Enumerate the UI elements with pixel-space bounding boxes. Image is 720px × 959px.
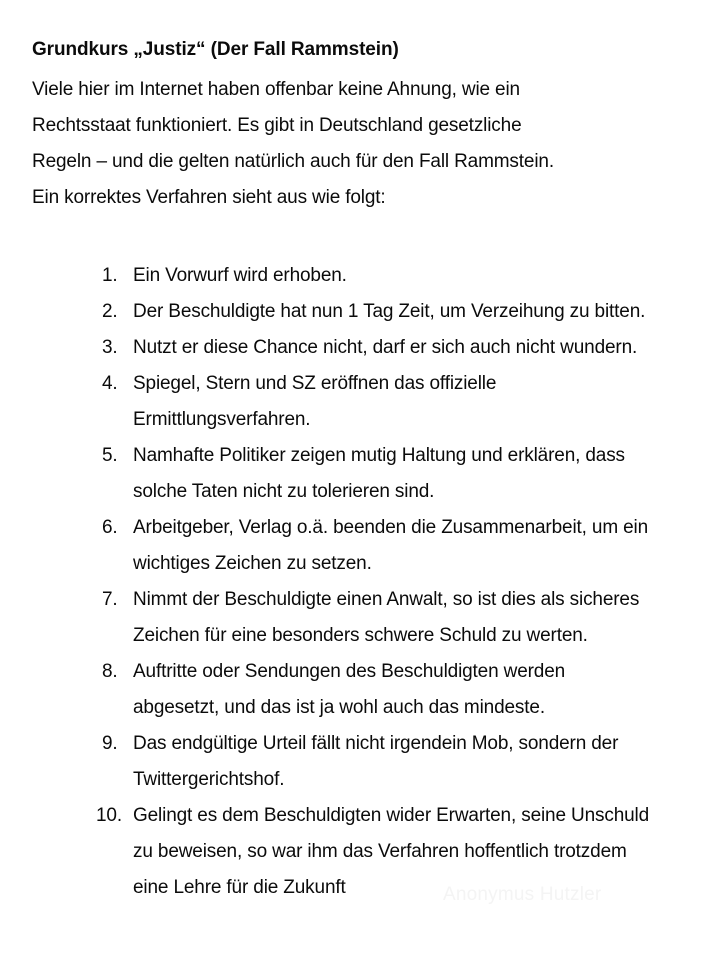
list-item-line: Arbeitgeber, Verlag o.ä. beenden die Zusammenarbeit, um ein — [133, 517, 649, 538]
list-item-line: Nimmt der Beschuldigte einen Anwalt, so ist dies als sicheres — [133, 589, 640, 610]
list-item-line: abgesetzt, und das ist ja wohl auch das mindeste. — [133, 697, 545, 718]
list-item-line: Spiegel, Stern und SZ eröffnen das offizielle — [133, 373, 497, 394]
document-title: Grundkurs „Justiz“ (Der Fall Rammstein) — [32, 39, 399, 60]
list-item-text — [133, 366, 720, 438]
list-item-line: wichtiges Zeichen zu setzen. — [133, 553, 372, 574]
list-item-number: 3. — [102, 337, 118, 358]
list-item — [96, 510, 720, 582]
intro-paragraph — [32, 72, 662, 216]
list-item — [96, 330, 720, 366]
list-item-number: 5. — [102, 445, 118, 466]
list-item-line: Twittergerichtshof. — [133, 769, 285, 790]
intro-line: Regeln – und die gelten natürlich auch für den Fall Rammstein. — [32, 151, 554, 172]
list-item-number: 6. — [102, 517, 118, 538]
list-item-text — [133, 582, 720, 654]
list-item-number: 7. — [102, 589, 118, 610]
list-item — [96, 582, 720, 654]
list-item — [96, 726, 720, 798]
list-item-text — [133, 654, 720, 726]
list-item-number: 9. — [102, 733, 118, 754]
list-item-line: Gelingt es dem Beschuldigten wider Erwarten, seine Unschuld — [133, 805, 650, 826]
list-item-text — [133, 726, 720, 798]
list-item-line: Nutzt er diese Chance nicht, darf er sich auch nicht wundern. — [133, 337, 638, 358]
list-item-text — [133, 258, 720, 294]
list-item-line: eine Lehre für die Zukunft — [133, 877, 346, 898]
list-item-line: solche Taten nicht zu tolerieren sind. — [133, 481, 435, 502]
list-item-line: Namhafte Politiker zeigen mutig Haltung und erklären, dass — [133, 445, 625, 466]
list-item — [96, 438, 720, 510]
list-item-text — [133, 510, 720, 582]
list-item — [96, 654, 720, 726]
procedure-list — [56, 258, 720, 906]
intro-line: Rechtsstaat funktioniert. Es gibt in Deutschland gesetzliche — [32, 115, 522, 136]
list-item — [96, 294, 720, 330]
list-item-line: zu beweisen, so war ihm das Verfahren hoffentlich trotzdem — [133, 841, 627, 862]
list-item-text — [133, 798, 720, 906]
watermark-text: Anonymus Hutzler — [443, 884, 602, 905]
list-item-line: Das endgültige Urteil fällt nicht irgendein Mob, sondern der — [133, 733, 619, 754]
list-item-number: 10. — [96, 805, 122, 826]
intro-line: Viele hier im Internet haben offenbar keine Ahnung, wie ein — [32, 79, 520, 100]
list-item-line: Der Beschuldigte hat nun 1 Tag Zeit, um Verzeihung zu bitten. — [133, 301, 646, 322]
intro-line: Ein korrektes Verfahren sieht aus wie folgt: — [32, 187, 386, 208]
list-item-number: 2. — [102, 301, 118, 322]
list-item — [96, 798, 720, 906]
list-item-line: Auftritte oder Sendungen des Beschuldigten werden — [133, 661, 566, 682]
list-item-number: 4. — [102, 373, 118, 394]
list-item — [96, 258, 720, 294]
list-item-line: Zeichen für eine besonders schwere Schuld zu werten. — [133, 625, 588, 646]
list-item — [96, 366, 720, 438]
list-item-text — [133, 294, 720, 330]
list-item-number: 1. — [102, 265, 118, 286]
list-item-text — [133, 438, 720, 510]
list-item-text — [133, 330, 720, 366]
list-item-number: 8. — [102, 661, 118, 682]
list-item-line: Ermittlungsverfahren. — [133, 409, 311, 430]
list-item-line: Ein Vorwurf wird erhoben. — [133, 265, 347, 286]
